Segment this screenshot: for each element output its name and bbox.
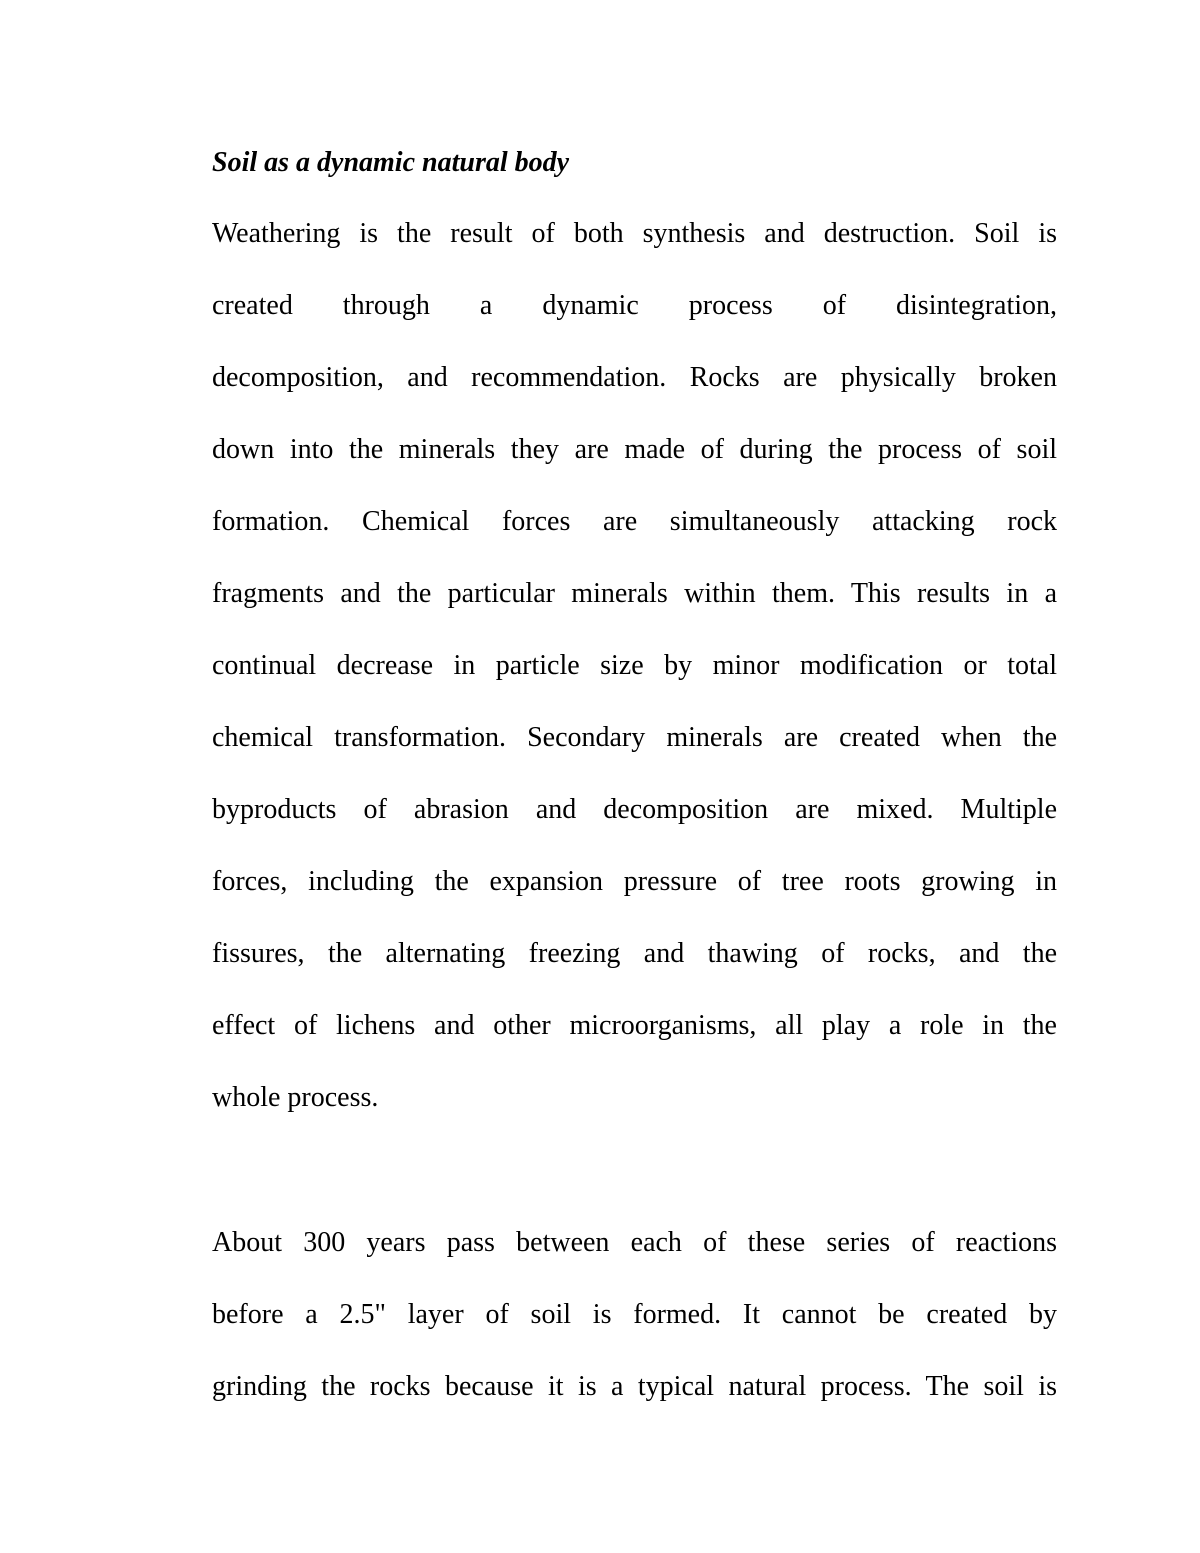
paragraph-line: down into the minerals they are made of during the process of soil <box>212 434 1057 465</box>
paragraph-line: Weathering is the result of both synthesis and destruction. Soil is <box>212 218 1057 249</box>
paragraph-line: chemical transformation. Secondary minerals are created when the <box>212 722 1057 753</box>
paragraph-line: decomposition, and recommendation. Rocks are physically broken <box>212 362 1057 393</box>
paragraph-line: created through a dynamic process of disintegration, <box>212 290 1057 321</box>
paragraph-line: byproducts of abrasion and decomposition are mixed. Multiple <box>212 794 1057 825</box>
paragraph-line: forces, including the expansion pressure of tree roots growing in <box>212 866 1057 897</box>
paragraph-line: fragments and the particular minerals within them. This results in a <box>212 578 1057 609</box>
paragraph-line: About 300 years pass between each of these series of reactions <box>212 1227 1057 1258</box>
paragraph-line: before a 2.5" layer of soil is formed. It cannot be created by <box>212 1299 1057 1330</box>
paragraph-line: fissures, the alternating freezing and thawing of rocks, and the <box>212 938 1057 969</box>
section-heading: Soil as a dynamic natural body <box>212 147 570 178</box>
paragraph-line: effect of lichens and other microorganisms, all play a role in the <box>212 1010 1057 1041</box>
paragraph-line: continual decrease in particle size by minor modification or total <box>212 650 1057 681</box>
paragraph-line: whole process. <box>212 1082 379 1113</box>
paragraph-line: grinding the rocks because it is a typical natural process. The soil is <box>212 1371 1057 1402</box>
paragraph-line: formation. Chemical forces are simultaneously attacking rock <box>212 506 1057 537</box>
